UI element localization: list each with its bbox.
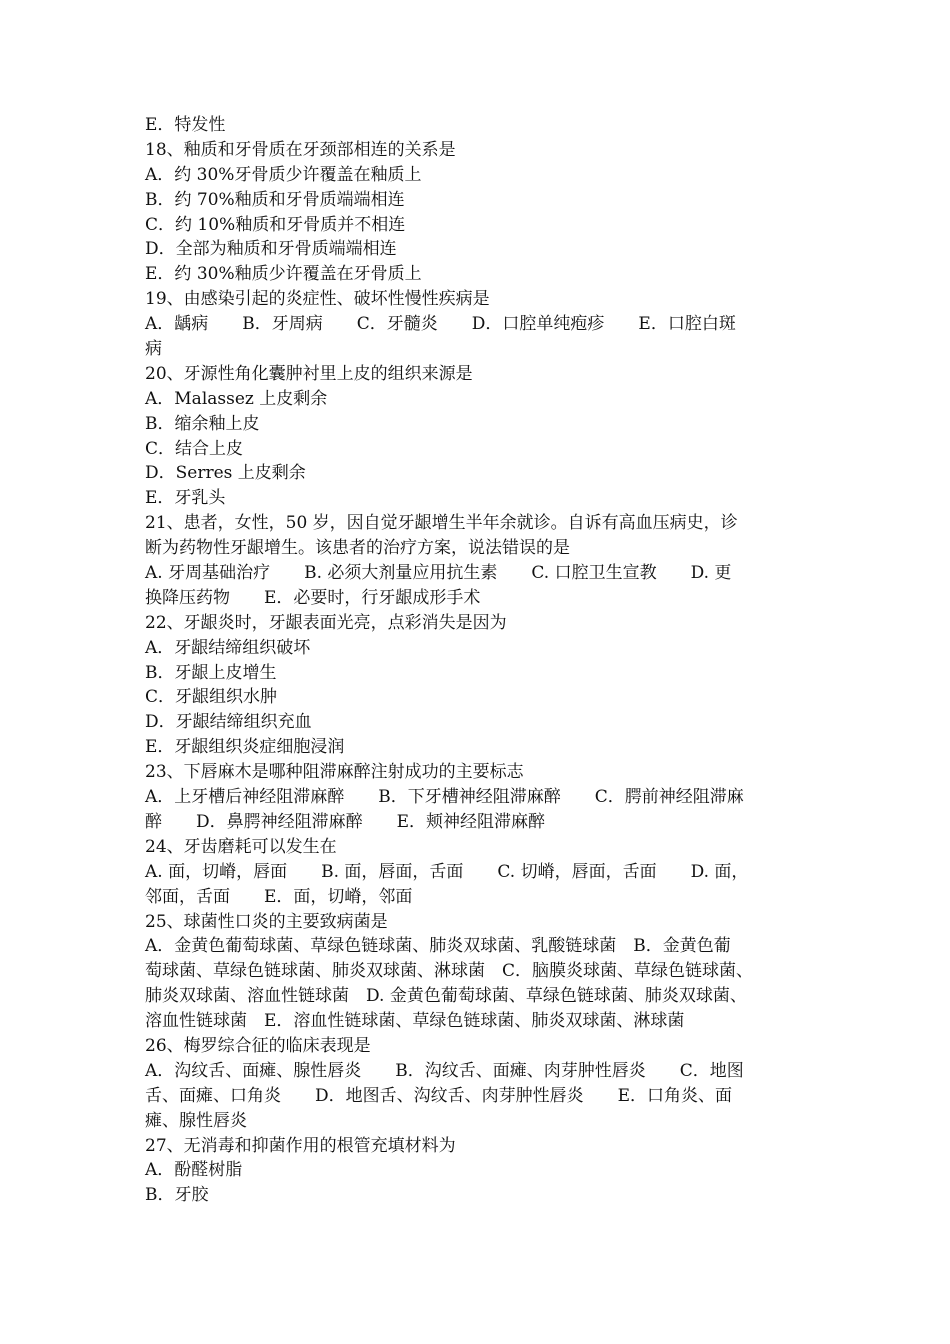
question-27: 27、无消毒和抑菌作用的根管充填材料为 (145, 1135, 456, 1156)
question-22: 22、牙龈炎时，牙龈表面光亮，点彩消失是因为 (145, 612, 507, 633)
question-26: 26、梅罗综合征的临床表现是 (145, 1035, 371, 1056)
question-21: 21、患者，女性，50 岁，因自觉牙龈增生半年余就诊。自诉有高血压病史，诊 (145, 513, 738, 534)
question-20: 20、牙源性角化囊肿衬里上皮的组织来源是 (145, 363, 473, 384)
option-line: A. 牙周基础治疗 B. 必须大剂量应用抗生素 C. 口腔卫生宣教 D. 更 (145, 563, 732, 584)
option-line: C．约 10%釉质和牙骨质并不相连 (145, 214, 406, 235)
option-line: E．特发性 (145, 115, 226, 135)
option-line: A．酚醛树脂 (145, 1160, 243, 1181)
option-line: 萄球菌、草绿色链球菌、肺炎双球菌、淋球菌 C．脑膜炎球菌、草绿色链球菌、 (145, 961, 754, 982)
option-line: A．沟纹舌、面瘫、腺性唇炎 B．沟纹舌、面瘫、肉芽肿性唇炎 C．地图 (145, 1060, 744, 1081)
option-line: B．缩余釉上皮 (145, 413, 260, 434)
option-line: E．约 30%釉质少许覆盖在牙骨质上 (145, 264, 422, 285)
option-line: A．约 30%牙骨质少许覆盖在釉质上 (145, 164, 422, 185)
option-line: A．牙龈结缔组织破坏 (145, 637, 311, 658)
option-line: C．牙龈组织水肿 (145, 687, 278, 708)
option-line: D．全部为釉质和牙骨质端端相连 (145, 239, 397, 260)
question-21-cont: 断为药物性牙龈增生。该患者的治疗方案，说法错误的是 (145, 538, 570, 559)
option-line: B．牙胶 (145, 1185, 209, 1206)
question-19: 19、由感染引起的炎症性、破坏性慢性疾病是 (145, 289, 490, 310)
option-line: A．Malassez 上皮剩余 (145, 388, 328, 409)
option-line: 邻面，舌面 E．面，切嵴，邻面 (145, 886, 413, 907)
option-line: A. 面，切嵴，唇面 B. 面，唇面，舌面 C. 切嵴，唇面，舌面 D. 面， (145, 861, 749, 882)
question-23: 23、下唇麻木是哪种阻滞麻醉注射成功的主要标志 (145, 762, 524, 783)
option-line: 舌、面瘫、口角炎 D．地图舌、沟纹舌、肉芽肿性唇炎 E．口角炎、面 (145, 1085, 733, 1106)
question-18: 18、釉质和牙骨质在牙颈部相连的关系是 (145, 139, 456, 160)
option-line: E．牙龈组织炎症细胞浸润 (145, 737, 345, 758)
option-line: B．牙龈上皮增生 (145, 662, 277, 683)
option-line: A．上牙槽后神经阻滞麻醉 B．下牙槽神经阻滞麻醉 C．腭前神经阻滞麻 (145, 787, 744, 808)
option-line: 肺炎双球菌、溶血性链球菌 D. 金黄色葡萄球菌、草绿色链球菌、肺炎双球菌、 (145, 986, 747, 1007)
option-line: B．约 70%釉质和牙骨质端端相连 (145, 189, 405, 210)
option-line: D．Serres 上皮剩余 (145, 463, 306, 484)
option-line: A．金黄色葡萄球菌、草绿色链球菌、肺炎双球菌、乳酸链球菌 B．金黄色葡 (145, 936, 731, 957)
option-line: 换降压药物 E．必要时，行牙龈成形手术 (145, 587, 481, 608)
option-line: 溶血性链球菌 E．溶血性链球菌、草绿色链球菌、肺炎双球菌、淋球菌 (145, 1011, 685, 1032)
option-line: C．结合上皮 (145, 438, 244, 459)
option-line: 瘫、腺性唇炎 (145, 1110, 247, 1131)
option-line: 病 (145, 339, 162, 360)
question-24: 24、牙齿磨耗可以发生在 (145, 836, 337, 857)
document-body (145, 113, 810, 1208)
option-line: 醉 D．鼻腭神经阻滞麻醉 E．颊神经阻滞麻醉 (145, 811, 546, 832)
option-line: D．牙龈结缔组织充血 (145, 712, 312, 733)
question-25: 25、球菌性口炎的主要致病菌是 (145, 911, 388, 932)
option-line: E．牙乳头 (145, 488, 226, 509)
option-line: A．龋病 B．牙周病 C．牙髓炎 D．口腔单纯疱疹 E．口腔白斑 (145, 314, 736, 335)
